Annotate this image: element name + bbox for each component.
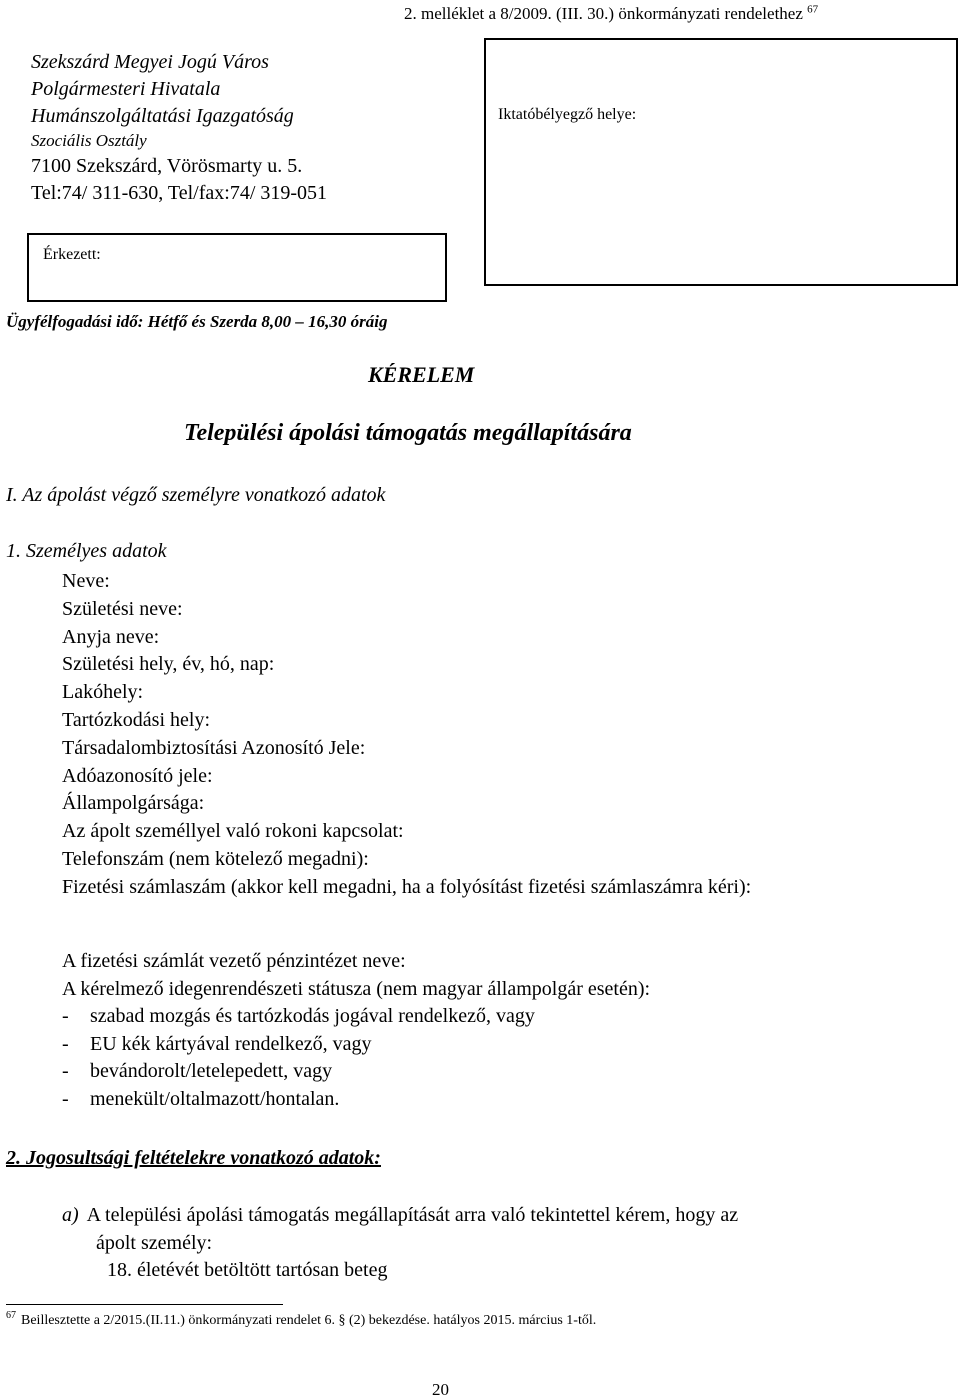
org-phone: Tel:74/ 311-630, Tel/fax:74/ 319-051 [31,182,328,204]
section2-heading: 2. Jogosultsági feltételekre vonatkozó adatok: [6,1147,381,1169]
eligibility-a-line1 [62,1204,738,1227]
field-bank-account[interactable]: Fizetési számlaszám (akkor kell megadni, ha a folyósítást fizetési számlaszámra kéri): [62,875,752,898]
stamp-label: Iktatóbélyegző helye: [498,106,637,123]
org-department: Szociális Osztály [31,131,147,150]
field-birth-place-date[interactable]: Születési hely, év, hó, nap: [62,653,275,676]
footnote-divider [6,1304,283,1305]
status-option[interactable] [62,1003,650,1031]
dash-marker: - [62,1005,69,1027]
field-name[interactable]: Neve: [62,570,110,592]
field-mother-name[interactable]: Anyja neve: [62,625,160,648]
page-number: 20 [432,1380,449,1399]
form-title: KÉRELEM [368,362,475,387]
status-option[interactable] [62,1086,650,1114]
field-phone[interactable]: Telefonszám (nem kötelező megadni): [62,847,369,870]
dash-marker: - [62,1032,69,1055]
annex-text: 2. melléklet a 8/2009. (III. 30.) önkormányzati rendelethez [404,4,803,23]
eligibility-a-line3: 18. életévét betöltött tartósan beteg [107,1259,388,1281]
field-relationship[interactable]: Az ápolt személlyel való rokoni kapcsolat: [62,820,404,843]
personal-data-fields [62,568,751,902]
org-address: 7100 Szekszárd, Vörösmarty u. 5. [31,155,303,177]
eligibility-a-text: A települési ápolási támogatás megállapítását arra való tekintettel kérem, hogy az [86,1204,739,1226]
footnote-text: Beillesztette a 2/2015.(II.11.) önkormányzati rendelet 6. § (2) bekezdése. hatályos 2015. március 1-től. [21,1313,597,1328]
field-immigration-status[interactable]: A kérelmező idegenrendészeti státusza (nem magyar állampolgár esetén): [62,977,651,1000]
field-temporary-address[interactable]: Tartózkodási hely: [62,708,210,731]
field-bank-name[interactable]: A fizetési számlát vezető pénzintézet neve: [62,950,406,972]
org-name-line2: Polgármesteri Hivatala [31,78,221,100]
status-option-label: szabad mozgás és tartózkodás jogával rendelkező, vagy [90,1005,535,1027]
bank-and-status-fields [62,948,650,1113]
status-option-label: EU kék kártyával rendelkező, vagy [90,1032,372,1055]
form-subtitle: Települési ápolási támogatás megállapítására [184,420,632,446]
org-name-line1: Szekszárd Megyei Jogú Város [31,51,269,73]
status-option[interactable] [62,1031,650,1059]
section1-heading: I. Az ápolást végző személyre vonatkozó adatok [6,484,386,506]
annex-reference [404,4,818,24]
field-birth-name[interactable]: Születési neve: [62,597,183,620]
eligibility-a-line2: ápolt személy: [96,1232,213,1254]
status-option-label: menekült/oltalmazott/hontalan. [90,1087,340,1110]
dash-marker: - [62,1060,69,1082]
annex-footnote-ref: 67 [807,3,819,16]
arrived-label: Érkezett: [43,246,101,263]
footnote-ref: 67 [6,1310,16,1322]
eligibility-a-letter: a) [62,1204,79,1226]
arrived-box[interactable] [27,233,447,302]
status-option[interactable] [62,1058,650,1086]
footnote [6,1310,597,1329]
org-name-line3: Humánszolgáltatási Igazgatóság [31,105,294,127]
registration-stamp-box[interactable] [484,38,958,286]
field-social-security-id[interactable]: Társadalombiztosítási Azonosító Jele: [62,736,366,759]
field-residence[interactable]: Lakóhely: [62,681,144,704]
office-hours: Ügyfélfogadási idő: Hétfő és Szerda 8,00 – 16,30 óráig [6,312,388,331]
status-option-label: bevándorolt/letelepedett, vagy [90,1060,333,1082]
dash-marker: - [62,1087,69,1110]
personal-data-heading: 1. Személyes adatok [6,540,167,562]
field-citizenship[interactable]: Állampolgársága: [62,792,205,815]
field-tax-id[interactable]: Adóazonosító jele: [62,764,213,787]
